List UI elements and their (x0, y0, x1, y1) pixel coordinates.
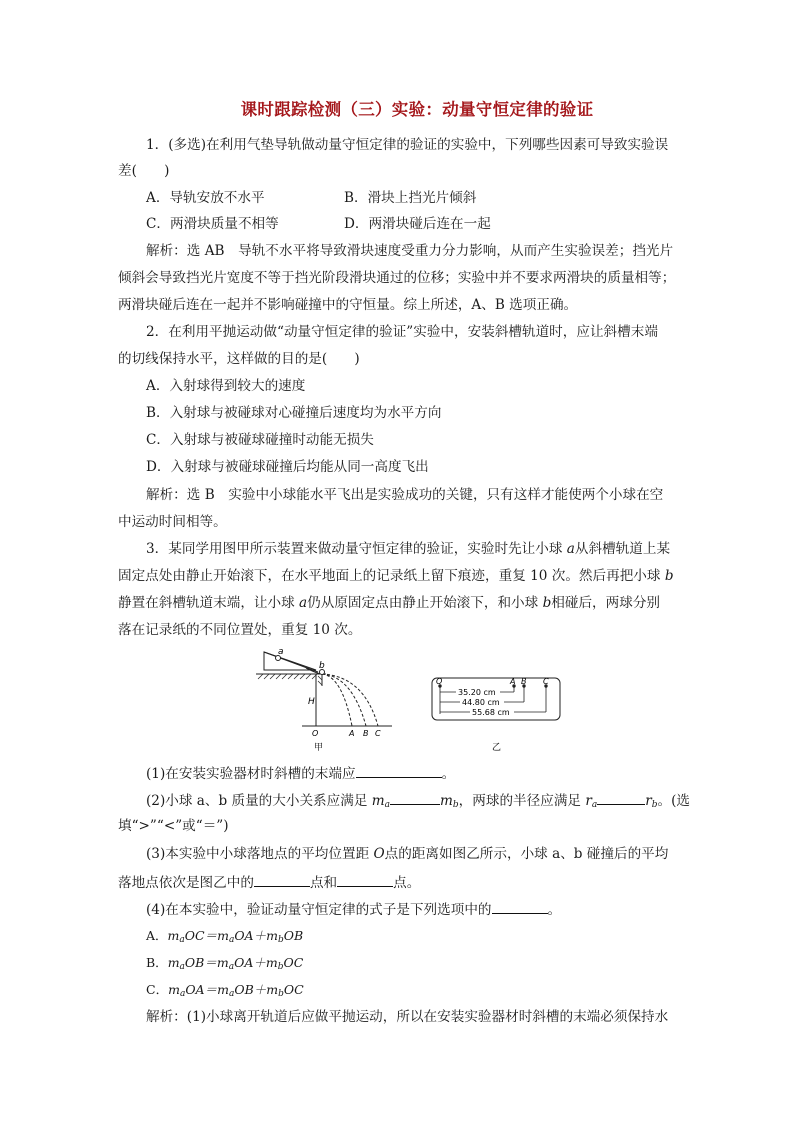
table-hatch (258, 674, 317, 679)
q3-sub4: (4)在本实验中，验证动量守恒定律的式子是下列选项中的 。 (146, 899, 561, 919)
q2-option-b: B．入射球与被碰球对心碰撞后速度均为水平方向 (146, 405, 442, 421)
svg-text:乙: 乙 (492, 743, 502, 753)
q3-sub2-line-2: 填“>”“<”或“＝”) (118, 818, 229, 834)
blank-radius[interactable] (597, 790, 645, 805)
q2-answer-line-2: 中运动时间相等。 (118, 514, 227, 530)
trajectory-a (322, 674, 352, 726)
svg-text:O: O (312, 729, 319, 738)
figure-jia (256, 646, 396, 754)
q3-stem-line-4: 落在记录纸的不同位置处，重复 10 次。 (118, 622, 362, 638)
blank-point-1[interactable] (254, 872, 310, 887)
svg-text:A: A (510, 677, 516, 686)
var-ball-b: b (664, 568, 674, 584)
svg-text:A: A (349, 729, 355, 738)
blank-mass[interactable] (390, 790, 440, 805)
q3-stem-line-2: 固定点处由静止开始滚下，在水平地面上的记录纸上留下痕迹，重复 10 次。然后再把小球 b (118, 568, 674, 584)
q2-stem-line-1: 2．在利用平抛运动做“动量守恒定律的验证”实验中，安装斜槽轨道时，应让斜槽末端 (146, 324, 658, 340)
q2-answer-line-1: 解析：选 B 实验中小球能水平飞出是实验成功的关键，只有这样才能使两个小球在空 (146, 487, 664, 503)
svg-text:C: C (543, 677, 549, 686)
svg-text:44.80 cm: 44.80 cm (462, 698, 500, 707)
q1-stem-line-1: 1．(多选)在利用气垫导轨做动量守恒定律的验证的实验中，下列哪些因素可导致实验误 (146, 137, 669, 153)
svg-text:a: a (278, 647, 284, 657)
var-ball-a: a (566, 541, 575, 557)
q3-sub2-line-1: (2)小球 a、b 质量的大小关系应满足 $m_a$ $m_b$，两球的半径应满足 $r_a$ $r_b$。(选 (146, 790, 690, 814)
q1-answer-line-3: 两滑块碰后连在一起并不影响碰撞中的守恒量。综上所述，A、B 选项正确。 (118, 297, 578, 313)
svg-text:O: O (436, 677, 443, 686)
q3-stem-line-1: 3．某同学用图甲所示装置来做动量守恒定律的验证，实验时先让小球 a从斜槽轨道上某 (146, 541, 671, 557)
page-title: 课时跟踪检测（三）实验：动量守恒定律的验证 (240, 100, 594, 119)
q3-answer-line-1: 解析：(1)小球离开轨道后应做平抛运动，所以在安装实验器材时斜槽的末端必须保持水 (146, 1009, 669, 1025)
q2-option-a: A．入射球得到较大的速度 (146, 378, 306, 394)
q3-formula-b: B．$m_aOB=m_aOA+m_bOC$ (146, 955, 304, 972)
q2-option-c: C．入射球与被碰球碰撞时动能无损失 (146, 432, 374, 448)
blank-formula[interactable] (492, 899, 548, 914)
q1-answer-line-2: 倾斜会导致挡光片宽度不等于挡光阶段滑块通过的位移；实验中并不要求两滑块的质量相等； (118, 270, 676, 286)
svg-text:35.20 cm: 35.20 cm (458, 688, 496, 697)
q1-option-d: D．两滑块碰后连在一起 (344, 216, 491, 232)
q3-sub3-line-2: 落地点依次是图乙中的 点和 点。 (118, 872, 420, 892)
svg-text:55.68 cm: 55.68 cm (472, 708, 510, 717)
q3-formula-c: C．$m_aOA=m_aOB+m_bOC$ (146, 982, 304, 999)
q3-stem-line-3: 静置在斜槽轨道末端，让小球 a仍从原固定点由静止开始滚下，和小球 b相碰后，两球分别 (118, 595, 661, 611)
svg-text:B: B (521, 677, 527, 686)
svg-text:b: b (319, 661, 325, 671)
blank-point-2[interactable] (337, 872, 393, 887)
trajectory-b (322, 674, 366, 726)
svg-text:C: C (375, 729, 381, 738)
q3-formula-a: A．$m_aOC=m_aOA+m_bOB$ (146, 928, 304, 945)
q1-answer-line-1: 解析：选 AB 导轨不水平将导致滑块速度受重力分力影响，从而产生实验误差；挡光片 (146, 243, 674, 259)
svg-text:H: H (308, 697, 315, 707)
q1-option-b: B．滑块上挡光片倾斜 (344, 190, 477, 206)
q2-stem-line-2: 的切线保持水平，这样做的目的是( ) (118, 351, 360, 367)
blank-1[interactable] (356, 763, 442, 778)
svg-text:B: B (363, 729, 369, 738)
figure-yi (428, 672, 568, 756)
svg-text:甲: 甲 (314, 743, 324, 753)
q1-stem-line-2: 差( ) (118, 163, 170, 179)
q1-option-c: C．两滑块质量不相等 (146, 216, 279, 232)
q2-option-d: D．入射球与被碰球碰撞后均能从同一高度飞出 (146, 459, 429, 475)
q1-option-a: A．导轨安放不水平 (146, 190, 265, 206)
q3-sub1: (1)在安装实验器材时斜槽的末端应 。 (146, 763, 455, 783)
q3-sub3-line-1: (3)本实验中小球落地点的平均位置距 O点的距离如图乙所示，小球 a、b 碰撞后的平均 (146, 846, 669, 862)
